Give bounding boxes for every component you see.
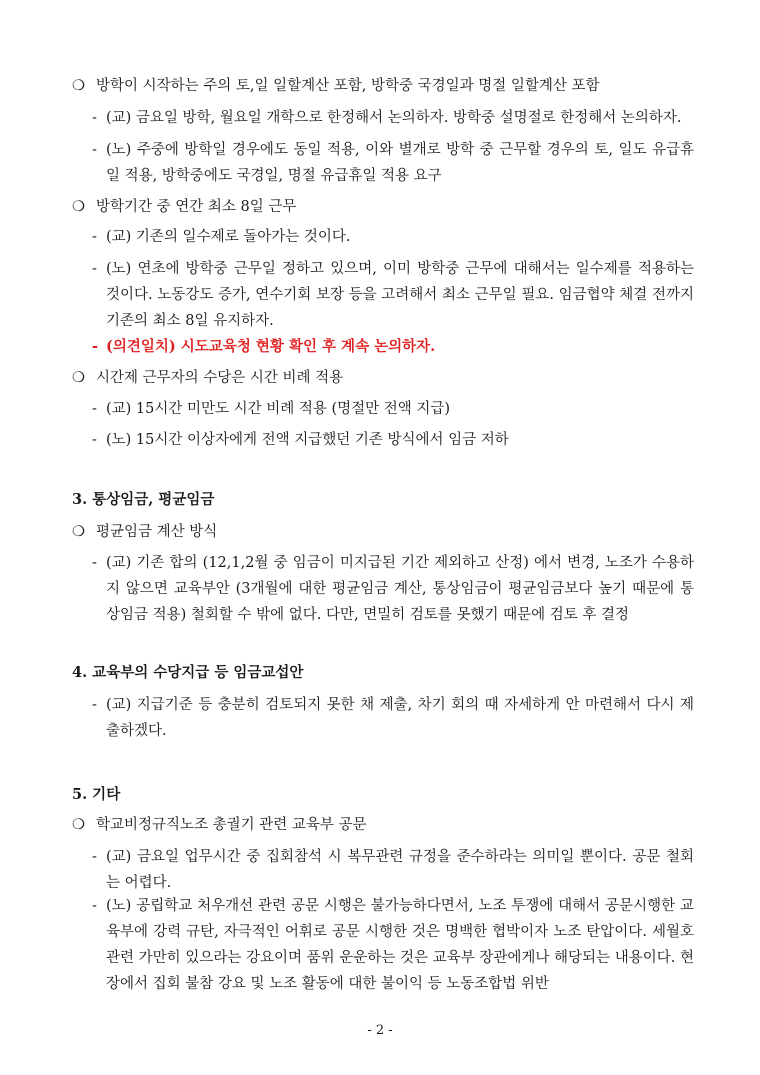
- sub-item-text: (노) 주중에 방학일 경우에도 동일 적용, 이와 별개로 방학 중 근무할 경우의 토, 일도 유급휴일 적용, 방학중에도 국경일, 명절 유급휴일 적용 요구: [106, 142, 694, 184]
- dash-marker: -: [92, 229, 97, 245]
- bullet-circle-icon: ❍: [72, 199, 85, 215]
- section-heading: 3. 통상임금, 평균임금: [72, 491, 215, 508]
- bullet-text: 방학이 시작하는 주의 토,일 일할계산 포함, 방학중 국경일과 명절 일할계산 포함: [96, 78, 600, 94]
- bullet-text: 방학기간 중 연간 최소 8일 근무: [96, 199, 297, 215]
- agreement-text: (의견일치) 시도교육청 현황 확인 후 계속 논의하자.: [106, 338, 436, 355]
- dash-marker: -: [92, 401, 97, 417]
- bullet-text: 시간제 근무자의 수당은 시간 비례 적용: [96, 370, 344, 386]
- sub-item-text: (교) 금요일 업무시간 중 집회참석 시 복무관련 규정을 준수하라는 의미일 뿐이다. 공문 철회는 어렵다.: [106, 849, 694, 891]
- dash-marker: -: [92, 142, 97, 158]
- bullet-circle-icon: ❍: [72, 370, 85, 386]
- sub-item-text: (노) 연초에 방학중 근무일 정하고 있으며, 이미 방학중 근무에 대해서는 일수제를 적용하는 것이다. 노동강도 증가, 연수기회 보장 등을 고려해서 최소 근무일 필요. 임금협약 체결 전까지 기존의 최소 8일 유지하자.: [106, 261, 694, 329]
- sub-item-text: (교) 15시간 미만도 시간 비례 적용 (명절만 전액 지급): [106, 401, 451, 417]
- bullet-circle-icon: ❍: [72, 817, 85, 833]
- bullet-text: 평균임금 계산 방식: [96, 524, 218, 540]
- sub-item-text: (교) 기존의 일수제로 돌아가는 것이다.: [106, 229, 351, 245]
- dash-marker: -: [92, 898, 97, 914]
- sub-item-text: (교) 금요일 방학, 월요일 개학으로 한정해서 논의하자. 방학중 설명절로 한정해서 논의하자.: [106, 110, 682, 126]
- dash-marker: -: [92, 338, 99, 355]
- section-heading: 5. 기타: [72, 786, 121, 803]
- sub-item-text: (노) 공립학교 처우개선 관련 공문 시행은 불가능하다면서, 노조 투쟁에 대해서 공문시행한 교육부에 강력 규탄, 자극적인 어휘로 공문 시행한 것은 명백한 협박이자 노조 탄압이다. 세월호 관련 가만히 있으라는 강요이며 품위 운운하는 것은 교육부 장관에게나 해당되는 내용이다. 현장에서 집회 불참 강요 및 노조 활동에 대한 불이익 등 노동조합법 위반: [106, 898, 694, 992]
- bullet-text: 학교비정규직노조 총궐기 관련 교육부 공문: [96, 817, 367, 833]
- sub-item-text: (교) 기존 합의 (12,1,2월 중 임금이 미지급된 기간 제외하고 산정) 에서 변경, 노조가 수용하지 않으면 교육부안 (3개월에 대한 평균임금 계산, 통상임금이 평균임금보다 높기 때문에 통상임금 적용) 철회할 수 밖에 없다. 다만, 면밀히 검토를 못했기 때문에 검토 후 결정: [106, 555, 694, 623]
- dash-marker: -: [92, 697, 97, 713]
- dash-marker: -: [92, 432, 97, 448]
- dash-marker: -: [92, 849, 97, 865]
- bullet-circle-icon: ❍: [72, 524, 85, 540]
- dash-marker: -: [92, 261, 97, 277]
- sub-item-text: (교) 지급기준 등 충분히 검토되지 못한 채 제출, 차기 회의 때 자세하게 안 마련해서 다시 제출하겠다.: [106, 697, 694, 739]
- dash-marker: -: [92, 110, 97, 126]
- section-heading: 4. 교육부의 수당지급 등 임금교섭안: [72, 664, 304, 681]
- bullet-circle-icon: ❍: [72, 78, 85, 94]
- dash-marker: -: [92, 555, 97, 571]
- sub-item-text: (노) 15시간 이상자에게 전액 지급했던 기존 방식에서 임금 저하: [106, 432, 509, 448]
- page-number: - 2 -: [367, 1023, 393, 1038]
